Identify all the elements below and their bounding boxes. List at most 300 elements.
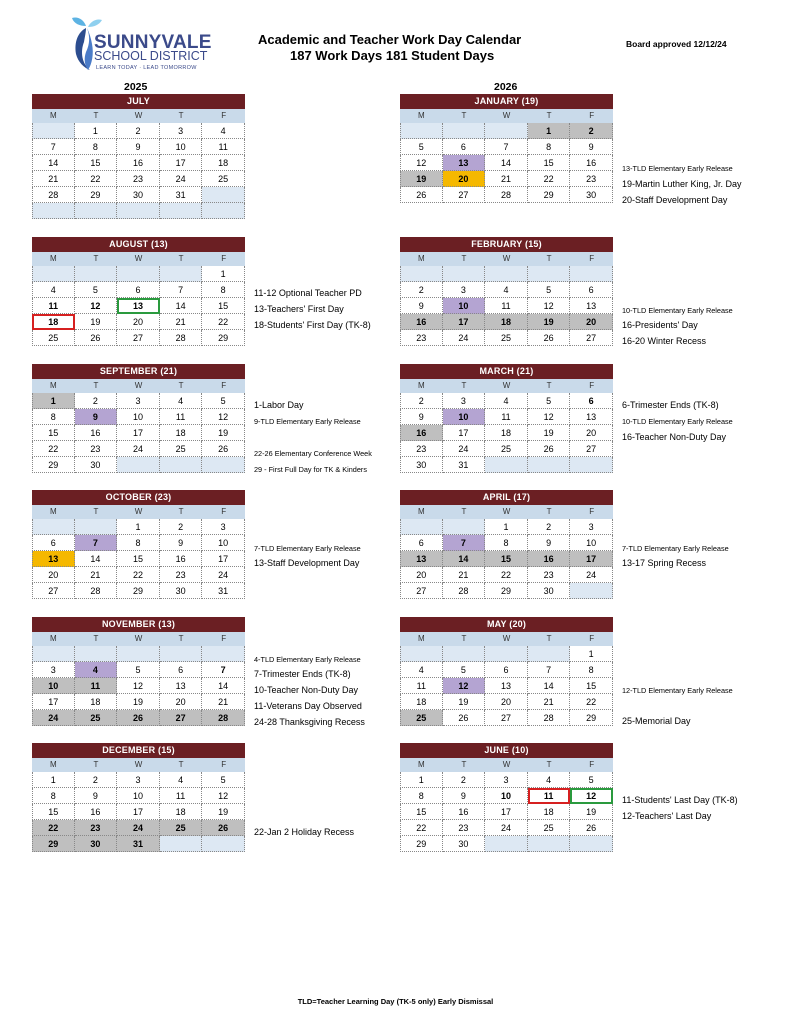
day-cell: 22 [202, 314, 245, 330]
day-cell: 24 [117, 441, 160, 457]
day-cell: 25 [160, 441, 203, 457]
day-cell: 24 [160, 171, 203, 187]
day-cell: 10 [117, 788, 160, 804]
day-header: T [160, 632, 203, 646]
day-cell: 1 [570, 646, 613, 662]
day-header: M [400, 758, 443, 772]
day-cell: 1 [485, 519, 528, 535]
day-cell: 19 [570, 804, 613, 820]
day-cell: 18 [32, 314, 75, 330]
day-cell: 21 [75, 567, 118, 583]
day-header: T [528, 379, 571, 393]
day-cell: 12 [528, 298, 571, 314]
month-february [400, 237, 613, 346]
day-cell: 9 [75, 788, 118, 804]
day-cell: 1 [32, 772, 75, 788]
day-cell: 14 [528, 678, 571, 694]
day-cell: 2 [160, 519, 203, 535]
day-cell: 5 [400, 139, 443, 155]
day-cell: 9 [400, 298, 443, 314]
day-cell: 19 [202, 425, 245, 441]
day-cell: 22 [570, 694, 613, 710]
day-cell: 15 [75, 155, 118, 171]
day-header: M [400, 379, 443, 393]
day-header: W [485, 758, 528, 772]
day-cell [443, 646, 486, 662]
day-cell: 11 [75, 678, 118, 694]
day-cell: 2 [75, 393, 118, 409]
event-note: 19-Martin Luther King, Jr. Day [622, 179, 742, 189]
day-cell [160, 646, 203, 662]
day-header: W [485, 109, 528, 123]
day-cell: 25 [75, 710, 118, 726]
day-cell: 9 [400, 409, 443, 425]
day-header: F [570, 252, 613, 266]
day-cell: 13 [117, 298, 160, 314]
event-note: 13-Staff Development Day [254, 558, 360, 568]
day-cell: 25 [202, 171, 245, 187]
day-cell [570, 583, 613, 599]
day-cell: 18 [400, 694, 443, 710]
day-cell: 3 [160, 123, 203, 139]
title-line-2: 187 Work Days 181 Student Days [290, 48, 495, 63]
day-cell [485, 123, 528, 139]
day-cell: 4 [202, 123, 245, 139]
day-cell: 24 [443, 441, 486, 457]
district-logo [68, 14, 212, 74]
day-cell: 5 [202, 393, 245, 409]
event-note: 18-Students' First Day (TK-8) [254, 320, 371, 330]
day-header: M [400, 505, 443, 519]
day-cell: 21 [443, 567, 486, 583]
day-cell: 30 [160, 583, 203, 599]
event-note: 16-20 Winter Recess [622, 336, 707, 346]
day-cell: 8 [117, 535, 160, 551]
day-cell: 29 [75, 187, 118, 203]
day-cell: 3 [202, 519, 245, 535]
event-note: 13-17 Spring Recess [622, 558, 707, 568]
day-header: T [443, 379, 486, 393]
day-cell [528, 266, 571, 282]
month-title: DECEMBER (15) [32, 743, 245, 758]
event-note: 22-Jan 2 Holiday Recess [254, 827, 355, 837]
day-cell: 8 [202, 282, 245, 298]
day-cell: 15 [400, 804, 443, 820]
day-header: W [485, 632, 528, 646]
day-header: T [160, 758, 203, 772]
day-cell: 20 [32, 567, 75, 583]
year-label-2026: 2026 [494, 81, 518, 93]
day-header: T [75, 505, 118, 519]
day-cell: 27 [443, 187, 486, 203]
day-header: T [75, 758, 118, 772]
day-cell: 11 [160, 788, 203, 804]
day-cell: 26 [202, 441, 245, 457]
month-june [400, 743, 613, 852]
day-cell: 1 [400, 772, 443, 788]
day-cell: 24 [485, 820, 528, 836]
day-cell [485, 266, 528, 282]
month-title: JANUARY (19) [400, 94, 613, 109]
event-note: 6-Trimester Ends (TK-8) [622, 400, 719, 410]
day-cell: 12 [528, 409, 571, 425]
day-cell: 2 [75, 772, 118, 788]
day-cell [117, 646, 160, 662]
day-cell: 10 [160, 139, 203, 155]
day-cell: 9 [443, 788, 486, 804]
day-cell: 4 [160, 772, 203, 788]
day-header: F [202, 632, 245, 646]
day-cell: 15 [485, 551, 528, 567]
day-cell [75, 519, 118, 535]
day-cell: 5 [528, 282, 571, 298]
day-cell: 25 [32, 330, 75, 346]
event-note: 16-Presidents' Day [622, 320, 698, 330]
day-cell: 26 [528, 330, 571, 346]
day-header: T [443, 505, 486, 519]
day-cell [485, 457, 528, 473]
day-cell: 31 [202, 583, 245, 599]
day-cell [117, 266, 160, 282]
day-header: T [528, 252, 571, 266]
event-note: 11-Veterans Day Observed [254, 701, 362, 711]
day-cell: 7 [160, 282, 203, 298]
day-header: T [443, 632, 486, 646]
day-cell: 1 [117, 519, 160, 535]
day-cell: 17 [202, 551, 245, 567]
day-cell: 21 [485, 171, 528, 187]
day-cell: 26 [570, 820, 613, 836]
day-cell: 17 [160, 155, 203, 171]
day-cell [32, 123, 75, 139]
day-header: T [160, 379, 203, 393]
day-header: W [117, 505, 160, 519]
day-cell [117, 457, 160, 473]
day-cell: 23 [75, 820, 118, 836]
day-cell: 12 [75, 298, 118, 314]
day-cell [202, 457, 245, 473]
day-cell: 18 [485, 425, 528, 441]
day-cell: 17 [32, 694, 75, 710]
day-cell: 14 [160, 298, 203, 314]
day-cell: 14 [75, 551, 118, 567]
event-note: 29 - First Full Day for TK & Kinders [254, 465, 367, 474]
day-cell: 7 [528, 662, 571, 678]
day-cell [32, 203, 75, 219]
day-cell: 24 [443, 330, 486, 346]
day-cell: 23 [570, 171, 613, 187]
event-note: 1-Labor Day [254, 400, 304, 410]
day-cell: 22 [400, 820, 443, 836]
event-note: 7-TLD Elementary Early Release [622, 544, 729, 553]
day-cell: 15 [117, 551, 160, 567]
day-cell: 9 [570, 139, 613, 155]
day-header: M [400, 109, 443, 123]
day-cell: 28 [528, 710, 571, 726]
day-cell: 9 [75, 409, 118, 425]
month-title: JULY [32, 94, 245, 109]
day-cell: 11 [485, 298, 528, 314]
day-cell: 23 [117, 171, 160, 187]
day-cell: 19 [443, 694, 486, 710]
day-cell: 2 [117, 123, 160, 139]
day-cell [485, 646, 528, 662]
event-note: 25-Memorial Day [622, 716, 691, 726]
day-cell: 2 [400, 282, 443, 298]
day-cell: 3 [570, 519, 613, 535]
day-cell [443, 123, 486, 139]
day-cell [443, 519, 486, 535]
day-cell: 10 [202, 535, 245, 551]
day-header: F [570, 109, 613, 123]
day-cell: 6 [570, 282, 613, 298]
day-cell: 18 [528, 804, 571, 820]
day-cell: 17 [443, 425, 486, 441]
day-cell: 5 [570, 772, 613, 788]
day-cell: 19 [202, 804, 245, 820]
day-cell: 24 [117, 820, 160, 836]
event-note: 7-Trimester Ends (TK-8) [254, 669, 351, 679]
day-header: W [117, 379, 160, 393]
day-cell: 23 [400, 330, 443, 346]
day-cell: 15 [202, 298, 245, 314]
day-cell: 12 [117, 678, 160, 694]
month-title: APRIL (17) [400, 490, 613, 505]
day-cell: 14 [443, 551, 486, 567]
day-header: W [485, 505, 528, 519]
day-cell [32, 646, 75, 662]
day-cell: 6 [400, 535, 443, 551]
day-cell [160, 266, 203, 282]
day-cell: 27 [570, 441, 613, 457]
day-cell: 11 [528, 788, 571, 804]
day-cell: 7 [32, 139, 75, 155]
day-header: T [160, 109, 203, 123]
day-cell: 4 [485, 282, 528, 298]
day-cell: 11 [32, 298, 75, 314]
logo-subtitle: SCHOOL DISTRICT [94, 49, 208, 63]
day-cell: 12 [570, 788, 613, 804]
day-cell: 21 [528, 694, 571, 710]
day-cell: 16 [160, 551, 203, 567]
day-cell: 13 [485, 678, 528, 694]
day-cell: 27 [400, 583, 443, 599]
month-october [32, 490, 245, 599]
day-header: T [160, 505, 203, 519]
day-cell: 25 [528, 820, 571, 836]
day-cell: 23 [75, 441, 118, 457]
day-cell: 30 [117, 187, 160, 203]
day-cell: 18 [202, 155, 245, 171]
day-cell: 24 [32, 710, 75, 726]
day-cell: 28 [160, 330, 203, 346]
day-cell: 26 [202, 820, 245, 836]
day-cell: 5 [75, 282, 118, 298]
day-cell: 2 [570, 123, 613, 139]
day-cell: 31 [443, 457, 486, 473]
event-note: 13-Teachers' First Day [254, 304, 344, 314]
day-cell: 10 [117, 409, 160, 425]
day-cell [160, 203, 203, 219]
day-cell: 30 [75, 457, 118, 473]
day-cell: 13 [570, 409, 613, 425]
day-cell: 8 [75, 139, 118, 155]
day-cell [570, 457, 613, 473]
day-header: T [75, 109, 118, 123]
day-header: T [75, 632, 118, 646]
month-december [32, 743, 245, 852]
day-cell: 20 [117, 314, 160, 330]
day-cell: 1 [528, 123, 571, 139]
day-cell [160, 836, 203, 852]
day-cell: 7 [443, 535, 486, 551]
month-title: SEPTEMBER (21) [32, 364, 245, 379]
event-note: 22-26 Elementary Conference Week [254, 449, 372, 458]
day-header: M [32, 505, 75, 519]
day-cell: 14 [485, 155, 528, 171]
day-header: W [117, 758, 160, 772]
day-cell [75, 266, 118, 282]
month-title: OCTOBER (23) [32, 490, 245, 505]
day-cell [400, 519, 443, 535]
day-cell: 25 [160, 820, 203, 836]
day-cell: 24 [202, 567, 245, 583]
event-note: 12-TLD Elementary Early Release [622, 686, 733, 695]
title-line-1: Academic and Teacher Work Day Calendar [258, 32, 522, 47]
calendar-title [258, 32, 538, 64]
day-header: W [485, 252, 528, 266]
day-cell: 26 [528, 441, 571, 457]
event-note: 4-TLD Elementary Early Release [254, 655, 361, 664]
day-cell: 19 [528, 314, 571, 330]
day-header: M [32, 252, 75, 266]
day-cell: 12 [400, 155, 443, 171]
event-note: 13-TLD Elementary Early Release [622, 164, 733, 173]
day-header: T [75, 252, 118, 266]
month-april [400, 490, 613, 599]
logo-name: SUNNYVALE [94, 32, 212, 53]
day-cell: 17 [117, 425, 160, 441]
day-cell [32, 519, 75, 535]
day-cell: 9 [117, 139, 160, 155]
day-cell: 4 [400, 662, 443, 678]
day-cell: 30 [528, 583, 571, 599]
day-cell: 22 [117, 567, 160, 583]
legend-footer: TLD=Teacher Learning Day (TK-5 only) Early Dismissal [297, 997, 494, 1006]
day-cell: 12 [443, 678, 486, 694]
day-cell: 18 [485, 314, 528, 330]
day-cell: 26 [443, 710, 486, 726]
day-cell [75, 646, 118, 662]
day-cell: 8 [32, 409, 75, 425]
day-cell: 9 [160, 535, 203, 551]
day-cell: 28 [202, 710, 245, 726]
day-cell: 16 [75, 425, 118, 441]
day-cell: 1 [202, 266, 245, 282]
day-cell: 19 [400, 171, 443, 187]
day-header: T [443, 109, 486, 123]
day-header: F [202, 379, 245, 393]
day-cell: 17 [117, 804, 160, 820]
day-cell: 28 [485, 187, 528, 203]
day-header: W [117, 632, 160, 646]
day-cell: 13 [400, 551, 443, 567]
day-cell [528, 646, 571, 662]
day-cell: 21 [202, 694, 245, 710]
day-cell: 7 [485, 139, 528, 155]
day-cell: 30 [400, 457, 443, 473]
day-cell: 20 [485, 694, 528, 710]
day-cell: 20 [400, 567, 443, 583]
day-cell: 5 [202, 772, 245, 788]
day-header: F [570, 758, 613, 772]
month-august [32, 237, 245, 346]
month-march [400, 364, 613, 473]
day-cell: 17 [485, 804, 528, 820]
day-cell: 7 [202, 662, 245, 678]
day-cell: 31 [160, 187, 203, 203]
day-cell: 14 [32, 155, 75, 171]
day-cell: 30 [443, 836, 486, 852]
day-cell: 27 [32, 583, 75, 599]
day-cell [202, 836, 245, 852]
day-cell [400, 266, 443, 282]
day-cell: 10 [443, 298, 486, 314]
event-note: 11-12 Optional Teacher PD [254, 288, 362, 298]
day-cell [485, 836, 528, 852]
day-header: F [202, 505, 245, 519]
day-cell: 8 [570, 662, 613, 678]
month-title: JUNE (10) [400, 743, 613, 758]
day-cell [570, 836, 613, 852]
day-cell [528, 836, 571, 852]
day-cell: 19 [75, 314, 118, 330]
day-cell: 17 [570, 551, 613, 567]
day-cell: 11 [160, 409, 203, 425]
day-cell: 10 [485, 788, 528, 804]
approval-note: Board approved 12/12/24 [626, 39, 727, 49]
day-cell: 19 [528, 425, 571, 441]
day-cell: 31 [117, 836, 160, 852]
day-cell [528, 457, 571, 473]
day-header: M [32, 109, 75, 123]
day-cell: 17 [443, 314, 486, 330]
month-july [32, 94, 245, 219]
event-note: 20-Staff Development Day [622, 195, 728, 205]
day-header: T [528, 758, 571, 772]
day-cell [570, 266, 613, 282]
day-header: M [32, 379, 75, 393]
day-cell: 8 [528, 139, 571, 155]
day-cell [202, 646, 245, 662]
day-cell [400, 646, 443, 662]
event-note: 10-Teacher Non-Duty Day [254, 685, 359, 695]
day-cell: 25 [485, 441, 528, 457]
day-cell: 27 [485, 710, 528, 726]
day-cell: 10 [443, 409, 486, 425]
day-header: T [443, 758, 486, 772]
day-cell: 29 [32, 457, 75, 473]
day-header: W [117, 109, 160, 123]
day-header: F [202, 109, 245, 123]
day-cell: 6 [32, 535, 75, 551]
day-cell: 15 [32, 425, 75, 441]
day-header: F [570, 505, 613, 519]
day-cell: 22 [32, 820, 75, 836]
day-cell: 26 [400, 187, 443, 203]
day-cell: 16 [443, 804, 486, 820]
day-cell: 13 [160, 678, 203, 694]
